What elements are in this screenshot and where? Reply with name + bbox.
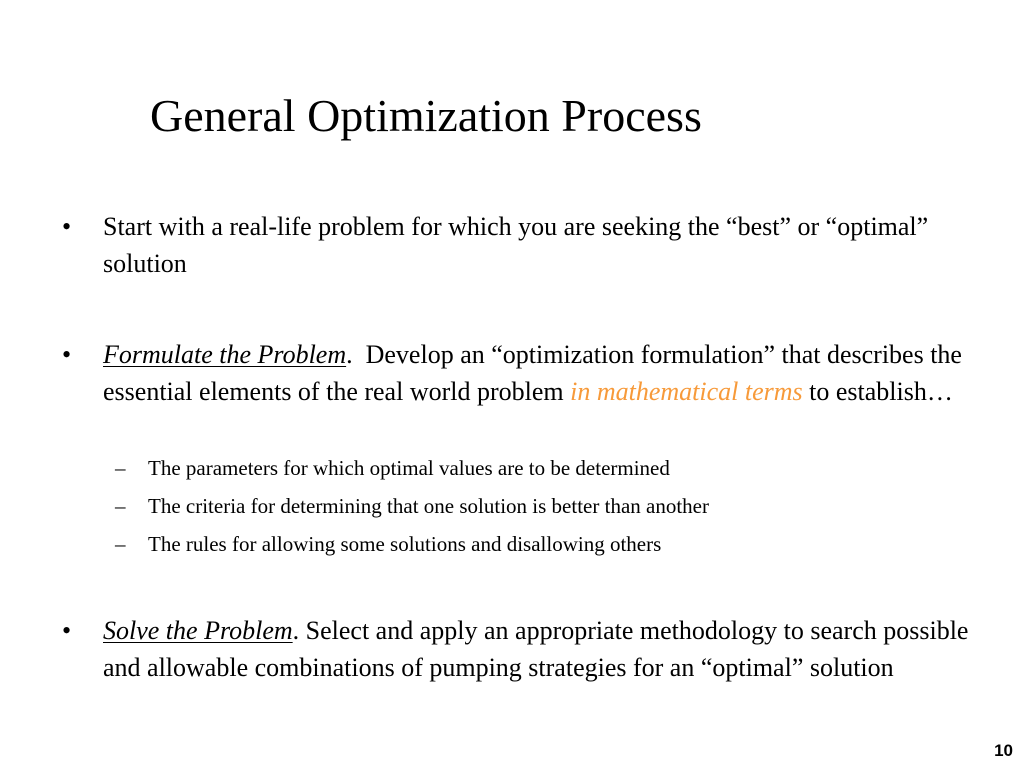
bullet-lead-punct: . bbox=[292, 616, 300, 645]
bullet-marker: • bbox=[62, 616, 72, 645]
bullet-lead-punct: . bbox=[346, 340, 353, 369]
bullet-text bbox=[103, 612, 1008, 686]
page-number: 10 bbox=[994, 741, 1013, 760]
sub-item-marker: – bbox=[115, 494, 126, 518]
sub-item-text: The parameters for which optimal values are to be determined bbox=[148, 456, 670, 480]
bullet-text bbox=[103, 336, 1008, 410]
bullet-marker: • bbox=[62, 340, 72, 369]
bullet-text: Start with a real-life problem for which you are seeking the “best” or “optimal” solution bbox=[103, 212, 929, 278]
bullet-highlight-text: in mathematical terms bbox=[570, 377, 803, 406]
sub-item-text: The criteria for determining that one solution is better than another bbox=[148, 494, 709, 518]
bullet-lead-emphasis: Solve the Problem bbox=[103, 616, 293, 645]
sub-item-marker: – bbox=[115, 456, 126, 480]
bullet-body-text: Develop an “optimization formulation” that describes the essential elements of the real world problem bbox=[103, 340, 969, 406]
bullet-lead-emphasis: Formulate the Problem bbox=[103, 340, 347, 369]
bullet-tail-text: to establish… bbox=[802, 377, 953, 406]
sub-item-marker: – bbox=[115, 532, 126, 556]
slide-title: General Optimization Process bbox=[150, 90, 702, 141]
sub-item-text: The rules for allowing some solutions and disallowing others bbox=[148, 532, 662, 556]
bullet-body-text: Select and apply an appropriate methodology to search possible and allowable combinations of pumping strategies for an “optimal” solution bbox=[103, 616, 969, 682]
bullet-marker: • bbox=[62, 212, 72, 241]
